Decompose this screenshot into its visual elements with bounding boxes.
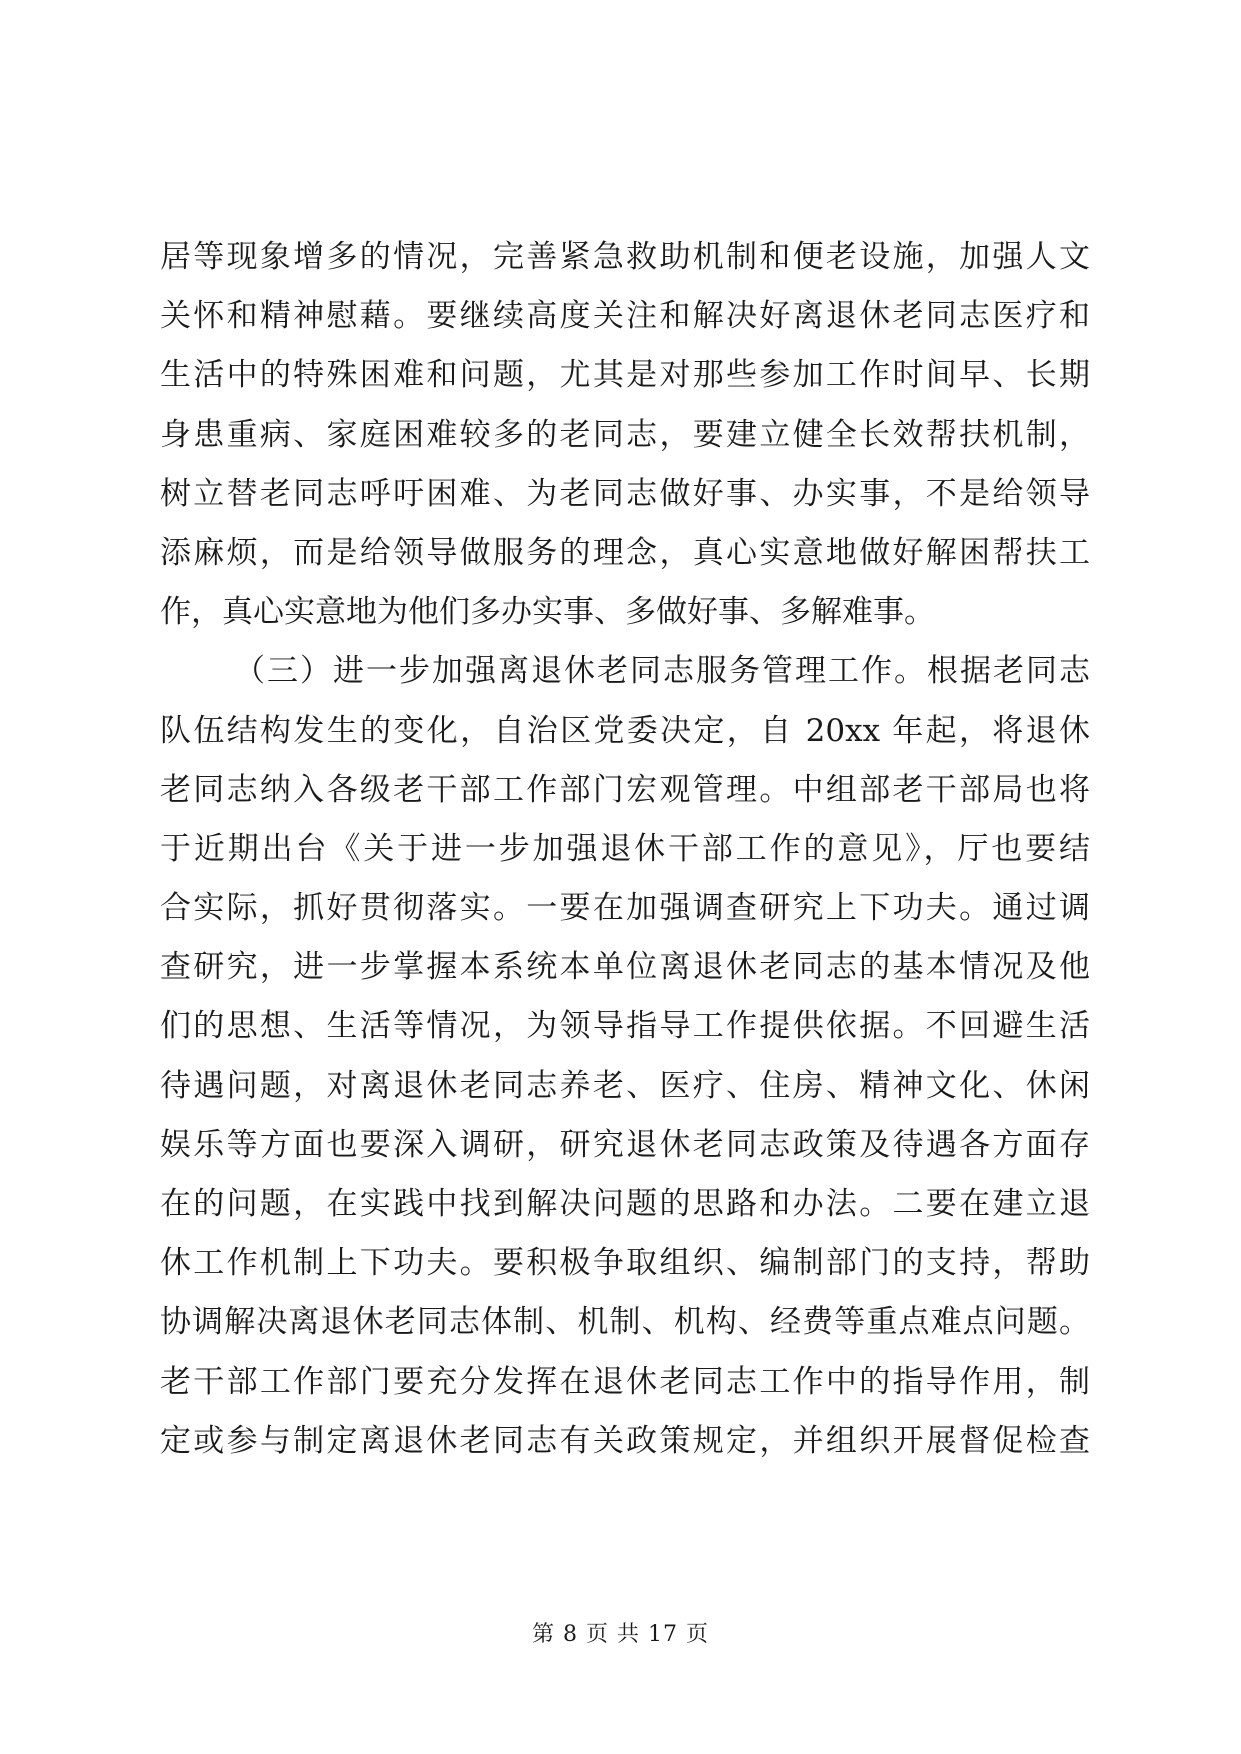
text-line: 作，真心实意地为他们多办实事、多做好事、多解难事。 bbox=[160, 594, 935, 631]
text-line: 关怀和精神慰藉。要继续高度关注和解决好离退休老同志医疗和 bbox=[160, 298, 1090, 335]
text-line: 查研究，进一步掌握本系统本单位离退休老同志的基本情况及他 bbox=[160, 949, 1090, 986]
text-line: 待遇问题，对离退休老同志养老、医疗、住房、精神文化、休闲 bbox=[160, 1067, 1090, 1104]
document-body bbox=[160, 228, 1090, 1471]
page-number-footer: 第 8 页 共 17 页 bbox=[532, 1622, 709, 1647]
text-line: 居等现象增多的情况，完善紧急救助机制和便老设施，加强人文 bbox=[160, 239, 1090, 275]
text-line: 老同志纳入各级老干部工作部门宏观管理。中组部老干部局也将 bbox=[160, 771, 1090, 808]
text-line: 定或参与制定离退休老同志有关政策规定，并组织开展督促检查 bbox=[160, 1422, 1090, 1459]
text-line: 树立替老同志呼吁困难、为老同志做好事、办实事，不是给领导 bbox=[160, 475, 1090, 512]
text-line: 添麻烦，而是给领导做服务的理念，真心实意地做好解困帮扶工 bbox=[160, 534, 1090, 571]
text-line: 老干部工作部门要充分发挥在退休老同志工作中的指导作用，制 bbox=[160, 1363, 1090, 1400]
text-line: 娱乐等方面也要深入调研，研究退休老同志政策及待遇各方面存 bbox=[160, 1126, 1090, 1163]
text-line: 协调解决离退休老同志体制、机制、机构、经费等重点难点问题。 bbox=[160, 1304, 1090, 1341]
text-line: 们的思想、生活等情况，为领导指导工作提供依据。不回避生活 bbox=[160, 1008, 1090, 1045]
text-line: 休工作机制上下功夫。要积极争取组织、编制部门的支持，帮助 bbox=[160, 1245, 1090, 1282]
text-line: 身患重病、家庭困难较多的老同志，要建立健全长效帮扶机制， bbox=[160, 416, 1090, 453]
text-line: 生活中的特殊困难和问题，尤其是对那些参加工作时间早、长期 bbox=[160, 357, 1090, 394]
section-heading-line: （三）进一步加强离退休老同志服务管理工作。根据老同志 bbox=[234, 653, 1090, 690]
text-line: 合实际，抓好贯彻落实。一要在加强调查研究上下功夫。通过调 bbox=[160, 890, 1090, 927]
text-line: 队伍结构发生的变化，自治区党委决定，自 20xx 年起，将退休 bbox=[160, 712, 1090, 749]
text-line: 于近期出台《关于进一步加强退休干部工作的意见》，厅也要结 bbox=[160, 830, 1090, 867]
text-line: 在的问题，在实践中找到解决问题的思路和办法。二要在建立退 bbox=[160, 1186, 1090, 1222]
